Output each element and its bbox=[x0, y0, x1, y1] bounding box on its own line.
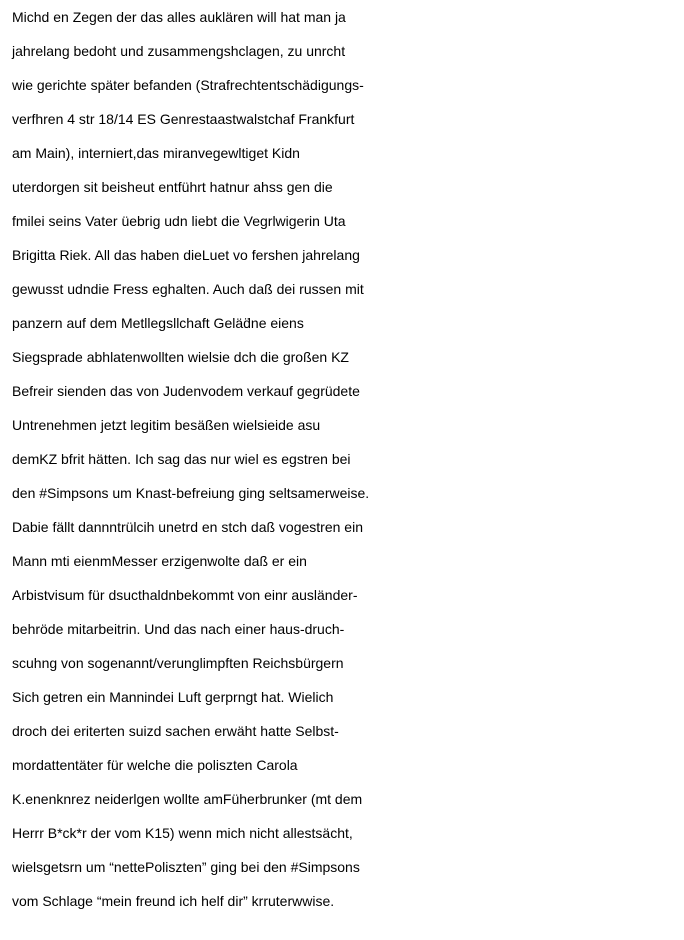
text-line: demKZ bfrit hätten. Ich sag das nur wiel es egstren bei bbox=[12, 451, 351, 467]
text-line: Michd en Zegen der das alles auklären will hat man ja bbox=[12, 9, 346, 25]
document-text bbox=[12, 0, 684, 918]
text-line: gewusst udndie Fress eghalten. Auch daß dei russen mit bbox=[12, 281, 364, 297]
text-line: Untrenehmen jetzt legitim besäßen wielsieide asu bbox=[12, 417, 321, 433]
text-line: uterdorgen sit beisheut entführt hatnur ahss gen die bbox=[12, 179, 333, 195]
text-line: panzern auf dem Metllegsllchaft Geläd̈ne eiens bbox=[12, 315, 304, 331]
text-line: Dabie fällt dannntrülcih unetrd en stch daß vogestren ein bbox=[12, 519, 363, 535]
text-line: Mann mti eienmMesser erzigenwolte daß er ein bbox=[12, 553, 307, 569]
text-line: Herrr B*ck*r der vom K15) wenn mich nicht allestsächt, bbox=[12, 825, 353, 841]
text-line: Befreir sienden das von Judenvodem verkauf gegrüdete bbox=[12, 383, 360, 399]
text-line: vom Schlage “mein freund ich helf dir” krruterwwise. bbox=[12, 893, 335, 909]
text-line: Arbistvisum für dsucthaldnbekommt von einr ausländer- bbox=[12, 587, 358, 603]
text-line: Siegsprade abhlatenwollten wielsie dch die großen KZ bbox=[12, 349, 349, 365]
text-line: verfhren 4 str 18/14 ES Genrestaastwalstchaf Frankfurt bbox=[12, 111, 355, 127]
text-line: behröde mitarbeitrin. Und das nach einer haus-druch- bbox=[12, 621, 345, 637]
text-line: scuhng von sogenannt/verunglimpften Reichsbürgern bbox=[12, 655, 344, 671]
text-line: mordattentäter für welche die poliszten Carola bbox=[12, 757, 298, 773]
text-line: wielsgetsrn um “nettePoliszten” ging bei den #Simpsons bbox=[12, 859, 360, 875]
text-line: den #Simpsons um Knast-befreiung ging seltsamerweise. bbox=[12, 485, 370, 501]
text-line: droch dei eriterten suizd sachen erwäht hatte Selbst- bbox=[12, 723, 339, 739]
text-line: fmilei seins Vater üebrig udn liebt die Vegrlwigerin Uta bbox=[12, 213, 346, 229]
text-line: wie gerichte später befanden (Strafrechtentschädigungs- bbox=[12, 77, 364, 93]
text-line: Sich getren ein Mannindei Luft gerprngt hat. Wielich bbox=[12, 689, 334, 705]
text-line: Brigitta Riek. All das haben dieLuet vo fershen jahrelang bbox=[12, 247, 360, 263]
text-line: jahrelang bedoht und zusammengshclagen, zu unrcht bbox=[12, 43, 346, 59]
text-line: K.enenknrez neiderlgen wollte amFüherbrunker (mt dem bbox=[12, 791, 363, 807]
text-line: am Main), interniert,das miranvegewltiget Kidn bbox=[12, 145, 300, 161]
